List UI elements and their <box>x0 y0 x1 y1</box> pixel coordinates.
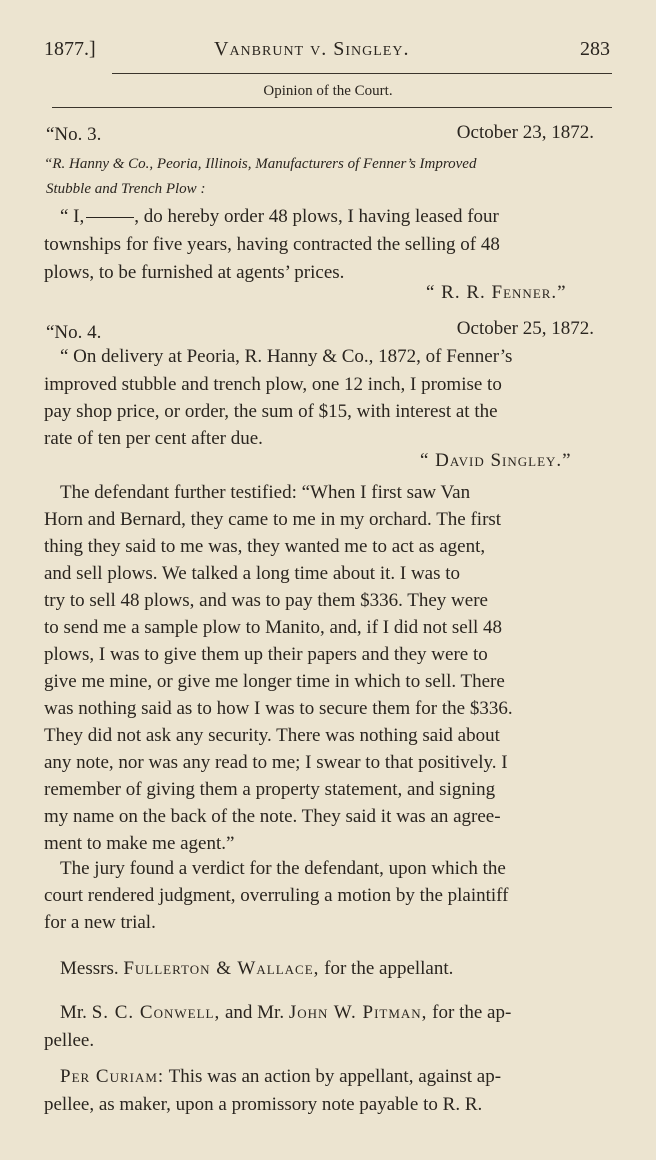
note4-signature: “ David Singley.” <box>420 450 572 471</box>
note3-addressee-line1: “R. Hanny & Co., Peoria, Illinois, Manufacturers of Fenner’s Improved <box>44 156 477 172</box>
counsel-appellant-suffix: for the appellant. <box>324 958 454 979</box>
testimony-line: to send me a sample plow to Manito, and, if I did not sell 48 <box>44 617 503 638</box>
note4-line: rate of ten per cent after due. <box>44 428 263 449</box>
counsel-appellant-prefix: Messrs. <box>60 958 119 979</box>
header-case-title: Vanbrunt v. Singley. <box>214 38 410 60</box>
header-year: 1877.] <box>44 38 96 60</box>
testimony-line: The defendant further testified: “When I first saw Van <box>60 482 471 503</box>
testimony-line: They did not ask any security. There was nothing said about <box>44 725 500 746</box>
note3-date: October 23, 1872. <box>456 122 594 143</box>
testimony-line: try to sell 48 plows, and was to pay them $336. They were <box>44 590 488 611</box>
counsel-appellee-name2: John W. Pitman, <box>288 1002 428 1023</box>
counsel-appellant-names: Fullerton & Wallace, <box>123 958 320 979</box>
counsel-appellee-name1: S. C. Conwell, <box>91 1002 221 1023</box>
note4-line: pay shop price, or order, the sum of $15, with interest at the <box>44 401 498 422</box>
note3-body-line1-end: , do hereby order 48 plows, I having leased four <box>134 206 499 227</box>
verdict-line: for a new trial. <box>44 912 156 933</box>
testimony-line: plows, I was to give them up their papers and they were to <box>44 644 488 665</box>
testimony-line: and sell plows. We talked a long time about it. I was to <box>44 563 461 584</box>
note3-body-line3: plows, to be furnished at agents’ prices. <box>44 262 345 283</box>
note4-line: improved stubble and trench plow, one 12 inch, I promise to <box>44 374 502 395</box>
counsel-appellee-and-mr: and Mr. <box>224 1002 285 1023</box>
note3-body-line1 <box>60 206 499 228</box>
opinion-subheading: Opinion of the Court. <box>263 83 393 99</box>
testimony-line: Horn and Bernard, they came to me in my orchard. The first <box>44 509 502 530</box>
counsel-appellee <box>60 1002 511 1024</box>
per-curiam-line2: pellee, as maker, upon a promissory note payable to R. R. <box>44 1094 483 1115</box>
testimony-line: ment to make me agent.” <box>44 833 235 854</box>
note3-blank <box>86 217 134 218</box>
header-page-number: 283 <box>580 38 610 60</box>
note3-body-line2: townships for five years, having contracted the selling of 48 <box>44 234 500 255</box>
counsel-appellee-line2: pellee. <box>44 1030 95 1051</box>
header-rule-top <box>112 73 612 74</box>
verdict-line: court rendered judgment, overruling a motion by the plaintiff <box>44 885 509 906</box>
note4-date: October 25, 1872. <box>456 318 594 339</box>
verdict-line: The jury found a verdict for the defendant, upon which the <box>60 858 506 879</box>
per-curiam-label: Per Curiam: <box>60 1066 165 1087</box>
testimony-line: remember of giving them a property statement, and signing <box>44 779 496 800</box>
testimony-line: my name on the back of the note. They said it was an agree- <box>44 806 501 827</box>
note3-number: “No. 3. <box>46 124 102 145</box>
note4-line: “ On delivery at Peoria, R. Hanny & Co., 1872, of Fenner’s <box>60 346 513 367</box>
note4-number: “No. 4. <box>46 322 102 343</box>
testimony-line: was nothing said as to how I was to secure them for the $336. <box>44 698 513 719</box>
header-rule-bottom <box>52 107 612 108</box>
counsel-appellee-mr1: Mr. <box>60 1002 87 1023</box>
note3-addressee-line2: Stubble and Trench Plow : <box>46 181 206 197</box>
counsel-appellant <box>60 958 453 980</box>
testimony-line: give me mine, or give me longer time in which to sell. There <box>44 671 505 692</box>
testimony-line: thing they said to me was, they wanted me to act as agent, <box>44 536 486 557</box>
per-curiam-line1-rest: This was an action by appellant, against ap- <box>168 1066 502 1087</box>
counsel-appellee-suffix: for the ap- <box>432 1002 512 1023</box>
note3-body-line1-start: “ I, <box>60 206 85 227</box>
testimony-line: any note, nor was any read to me; I swear to that positively. I <box>44 752 508 773</box>
note3-signature: “ R. R. Fenner.” <box>426 282 567 303</box>
per-curiam-line1 <box>60 1066 501 1088</box>
